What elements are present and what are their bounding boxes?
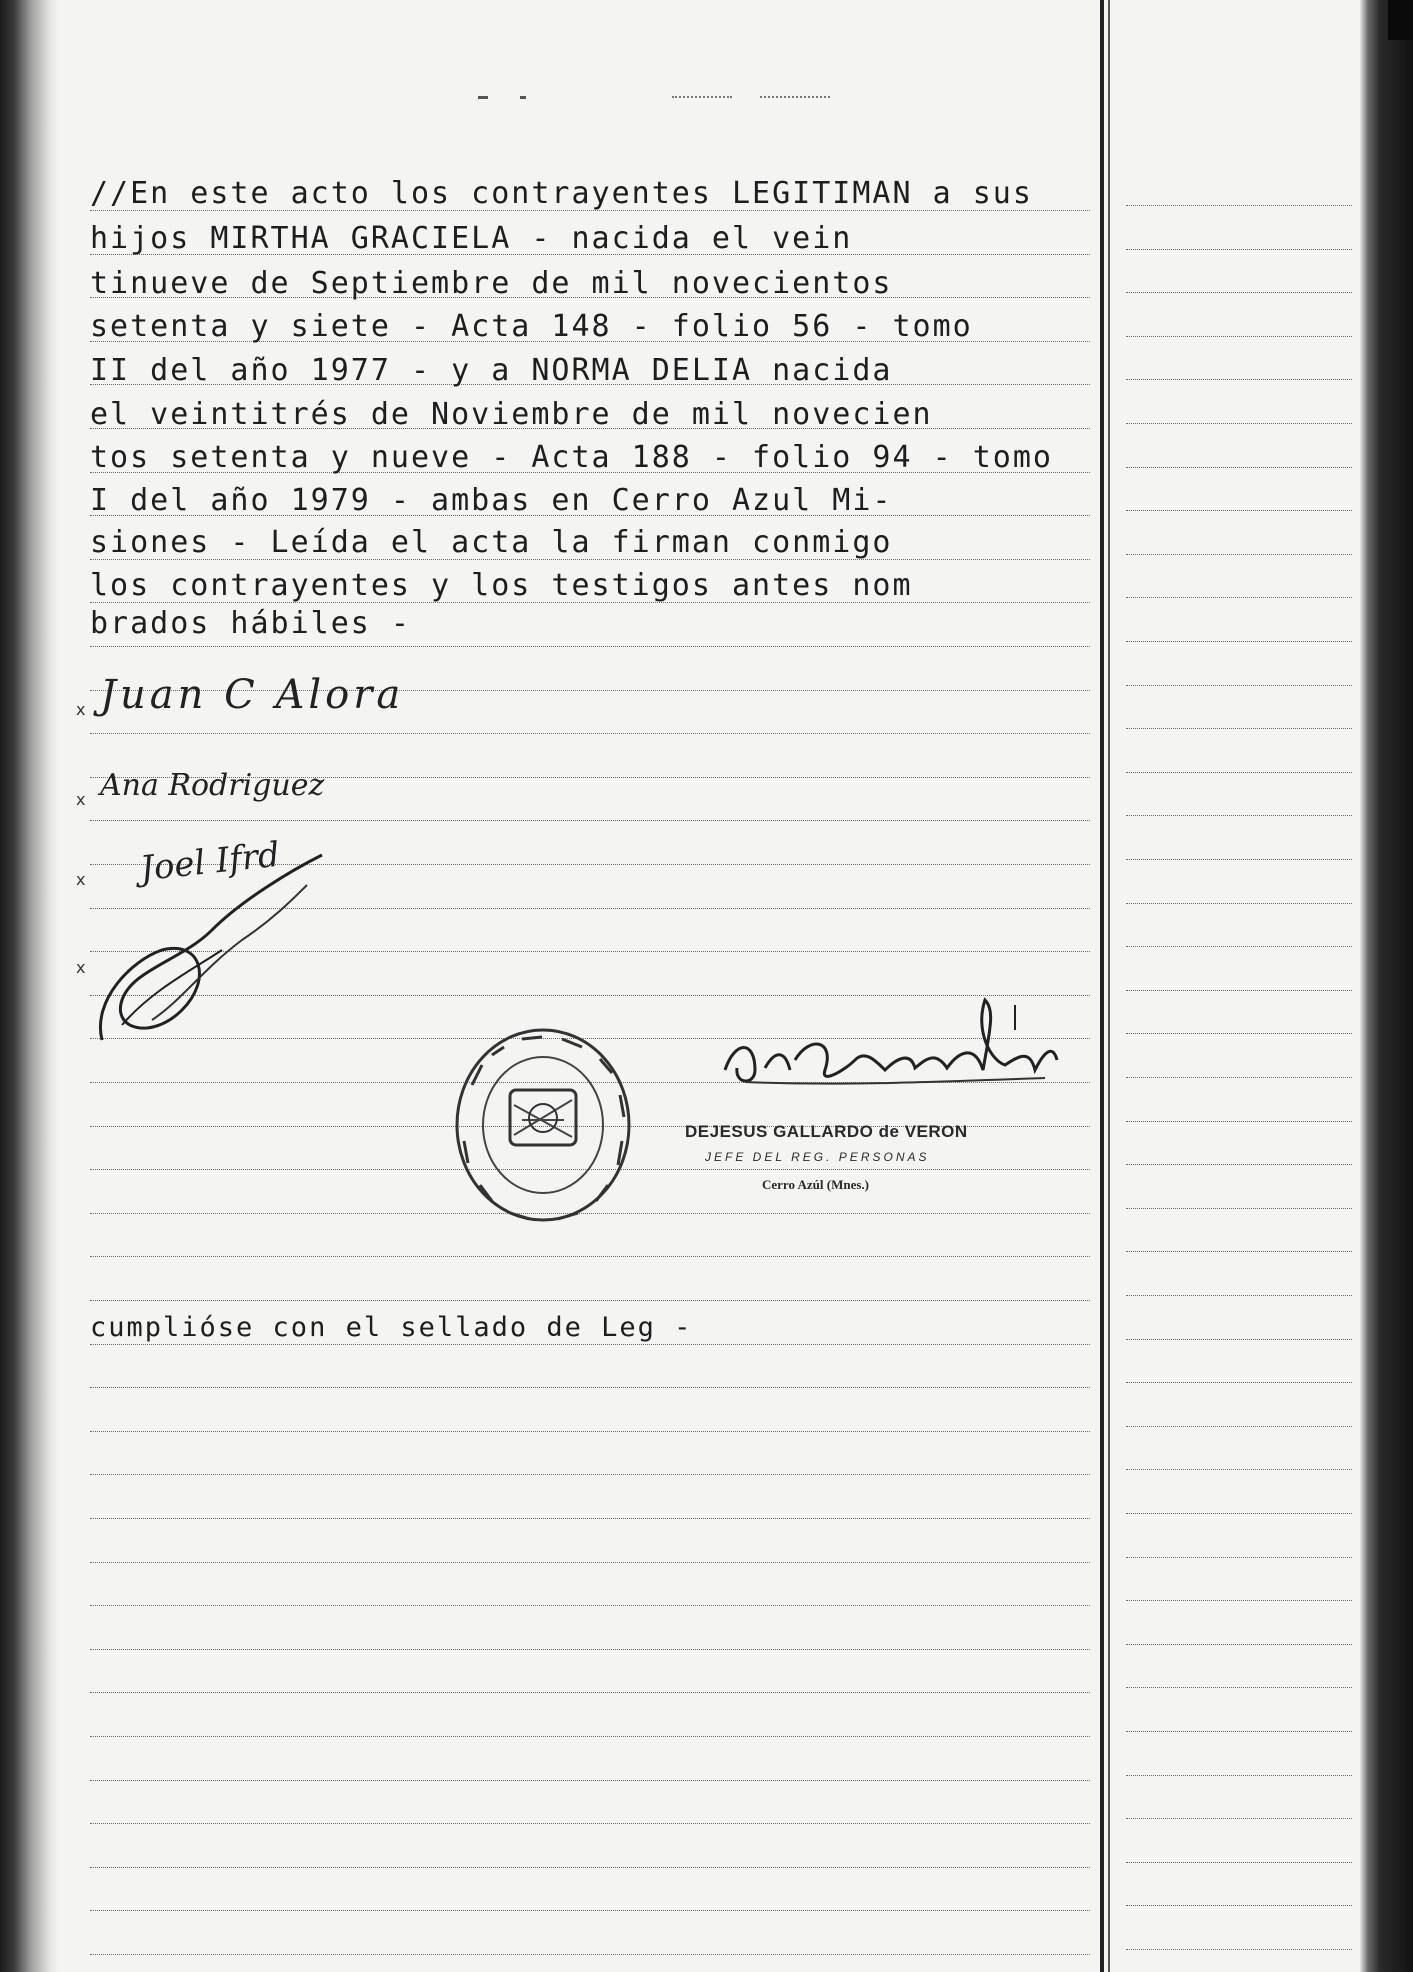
ruled-line <box>90 1780 1090 1781</box>
footer-note: cumplióse con el sellado de Leg - <box>90 1312 693 1343</box>
margin-ruled-line <box>1126 1033 1352 1034</box>
margin-ruled-line <box>1126 292 1352 293</box>
margin-ruled-line <box>1126 1949 1352 1950</box>
ruled-line <box>90 646 1090 647</box>
margin-ruled-line <box>1126 728 1352 729</box>
margin-ruled-line <box>1126 815 1352 816</box>
margin-ruled-line <box>1126 1644 1352 1645</box>
margin-ruled-line <box>1126 1426 1352 1427</box>
margin-ruled-line <box>1126 1208 1352 1209</box>
paper-speck <box>478 96 488 99</box>
body-line-3: tinueve de Septiembre de mil novecientos <box>90 266 893 301</box>
ruled-line <box>90 1518 1090 1519</box>
margin-ruled-line <box>1126 1164 1352 1165</box>
body-line-4: setenta y siete - Acta 148 - folio 56 - tomo <box>90 309 973 344</box>
paper-speck <box>672 96 732 101</box>
signer-place: Cerro Azúl (Mnes.) <box>762 1177 869 1192</box>
margin-ruled-line <box>1126 859 1352 860</box>
margin-ruled-line <box>1126 1251 1352 1252</box>
margin-ruled-line <box>1126 205 1352 206</box>
margin-ruled-line <box>1126 1121 1352 1122</box>
margin-ruled-line <box>1126 1775 1352 1776</box>
signature-3: Joel Ifrd <box>138 834 282 890</box>
margin-ruled-line <box>1126 1818 1352 1819</box>
official-signature-graphic <box>715 990 1060 1110</box>
margin-ruled-line <box>1126 1687 1352 1688</box>
body-line-6: el veintitrés de Noviembre de mil novecien <box>90 397 933 432</box>
body-line-5: II del año 1977 - y a NORMA DELIA nacida <box>90 353 893 388</box>
signature-2: Ana Rodriguez <box>100 768 325 803</box>
margin-ruled-line <box>1126 946 1352 947</box>
ruled-line <box>90 1344 1090 1345</box>
margin-ruled-line <box>1126 1600 1352 1601</box>
signature-1: Juan C Alora <box>100 672 405 718</box>
margin-ruled-line <box>1126 379 1352 380</box>
margin-ruled-line <box>1126 1469 1352 1470</box>
ruled-line <box>90 1474 1090 1475</box>
margin-ruled-line <box>1126 1513 1352 1514</box>
paper-speck <box>760 96 830 101</box>
paper-speck <box>520 96 526 99</box>
signature-mark-1: x <box>76 700 86 719</box>
column-divider <box>1100 0 1104 1972</box>
margin-ruled-line <box>1126 641 1352 642</box>
official-seal <box>452 1025 634 1225</box>
signer-role: JEFE DEL REG. PERSONAS <box>705 1150 930 1164</box>
margin-ruled-line <box>1126 1905 1352 1906</box>
signature-mark-4: x <box>76 958 86 977</box>
ruled-line <box>90 1954 1090 1955</box>
margin-ruled-line <box>1126 1382 1352 1383</box>
signature-4-scribble <box>92 850 342 1060</box>
margin-ruled-line <box>1126 423 1352 424</box>
ruled-line <box>90 1605 1090 1606</box>
page-edge-shadow <box>1360 0 1413 1972</box>
margin-ruled-line <box>1126 336 1352 337</box>
binding-edge <box>0 0 58 1972</box>
ruled-line <box>90 1867 1090 1868</box>
ruled-line <box>90 1562 1090 1563</box>
margin-ruled-line <box>1126 1731 1352 1732</box>
body-line-10: los contrayentes y los testigos antes nom <box>90 568 913 603</box>
signature-mark-3: x <box>76 870 86 889</box>
margin-ruled-line <box>1126 903 1352 904</box>
margin-ruled-line <box>1126 1557 1352 1558</box>
ruled-line <box>90 1910 1090 1911</box>
margin-ruled-line <box>1126 597 1352 598</box>
body-line-9: siones - Leída el acta la firman conmigo <box>90 525 893 560</box>
body-line-2: hijos MIRTHA GRACIELA - nacida el vein <box>90 221 853 256</box>
margin-ruled-line <box>1126 510 1352 511</box>
ruled-line <box>90 1692 1090 1693</box>
body-line-11: brados hábiles - <box>90 606 411 641</box>
ruled-line <box>90 1300 1090 1301</box>
ruled-line <box>90 1649 1090 1650</box>
ruled-line <box>90 1387 1090 1388</box>
body-line-8: I del año 1979 - ambas en Cerro Azul Mi- <box>90 483 893 518</box>
body-line-7: tos setenta y nueve - Acta 188 - folio 94 - tomo <box>90 440 1053 475</box>
margin-ruled-line <box>1126 1295 1352 1296</box>
body-line-1: //En este acto los contrayentes LEGITIMAN a sus <box>90 176 1033 211</box>
ruled-line <box>90 1736 1090 1737</box>
ruled-line <box>90 820 1090 821</box>
margin-ruled-line <box>1126 554 1352 555</box>
signer-name: DEJESUS GALLARDO de VERON <box>685 1122 968 1141</box>
margin-ruled-line <box>1126 990 1352 991</box>
margin-ruled-line <box>1126 467 1352 468</box>
ruled-line <box>90 1256 1090 1257</box>
margin-ruled-line <box>1126 1077 1352 1078</box>
margin-ruled-line <box>1126 772 1352 773</box>
margin-ruled-line <box>1126 1862 1352 1863</box>
column-divider-inner <box>1108 0 1110 1972</box>
page-corner <box>1388 0 1413 40</box>
margin-ruled-line <box>1126 1339 1352 1340</box>
ruled-line <box>90 1823 1090 1824</box>
margin-ruled-line <box>1126 685 1352 686</box>
ruled-line <box>90 733 1090 734</box>
ruled-line <box>90 1431 1090 1432</box>
margin-ruled-line <box>1126 249 1352 250</box>
signature-mark-2: x <box>76 790 86 809</box>
